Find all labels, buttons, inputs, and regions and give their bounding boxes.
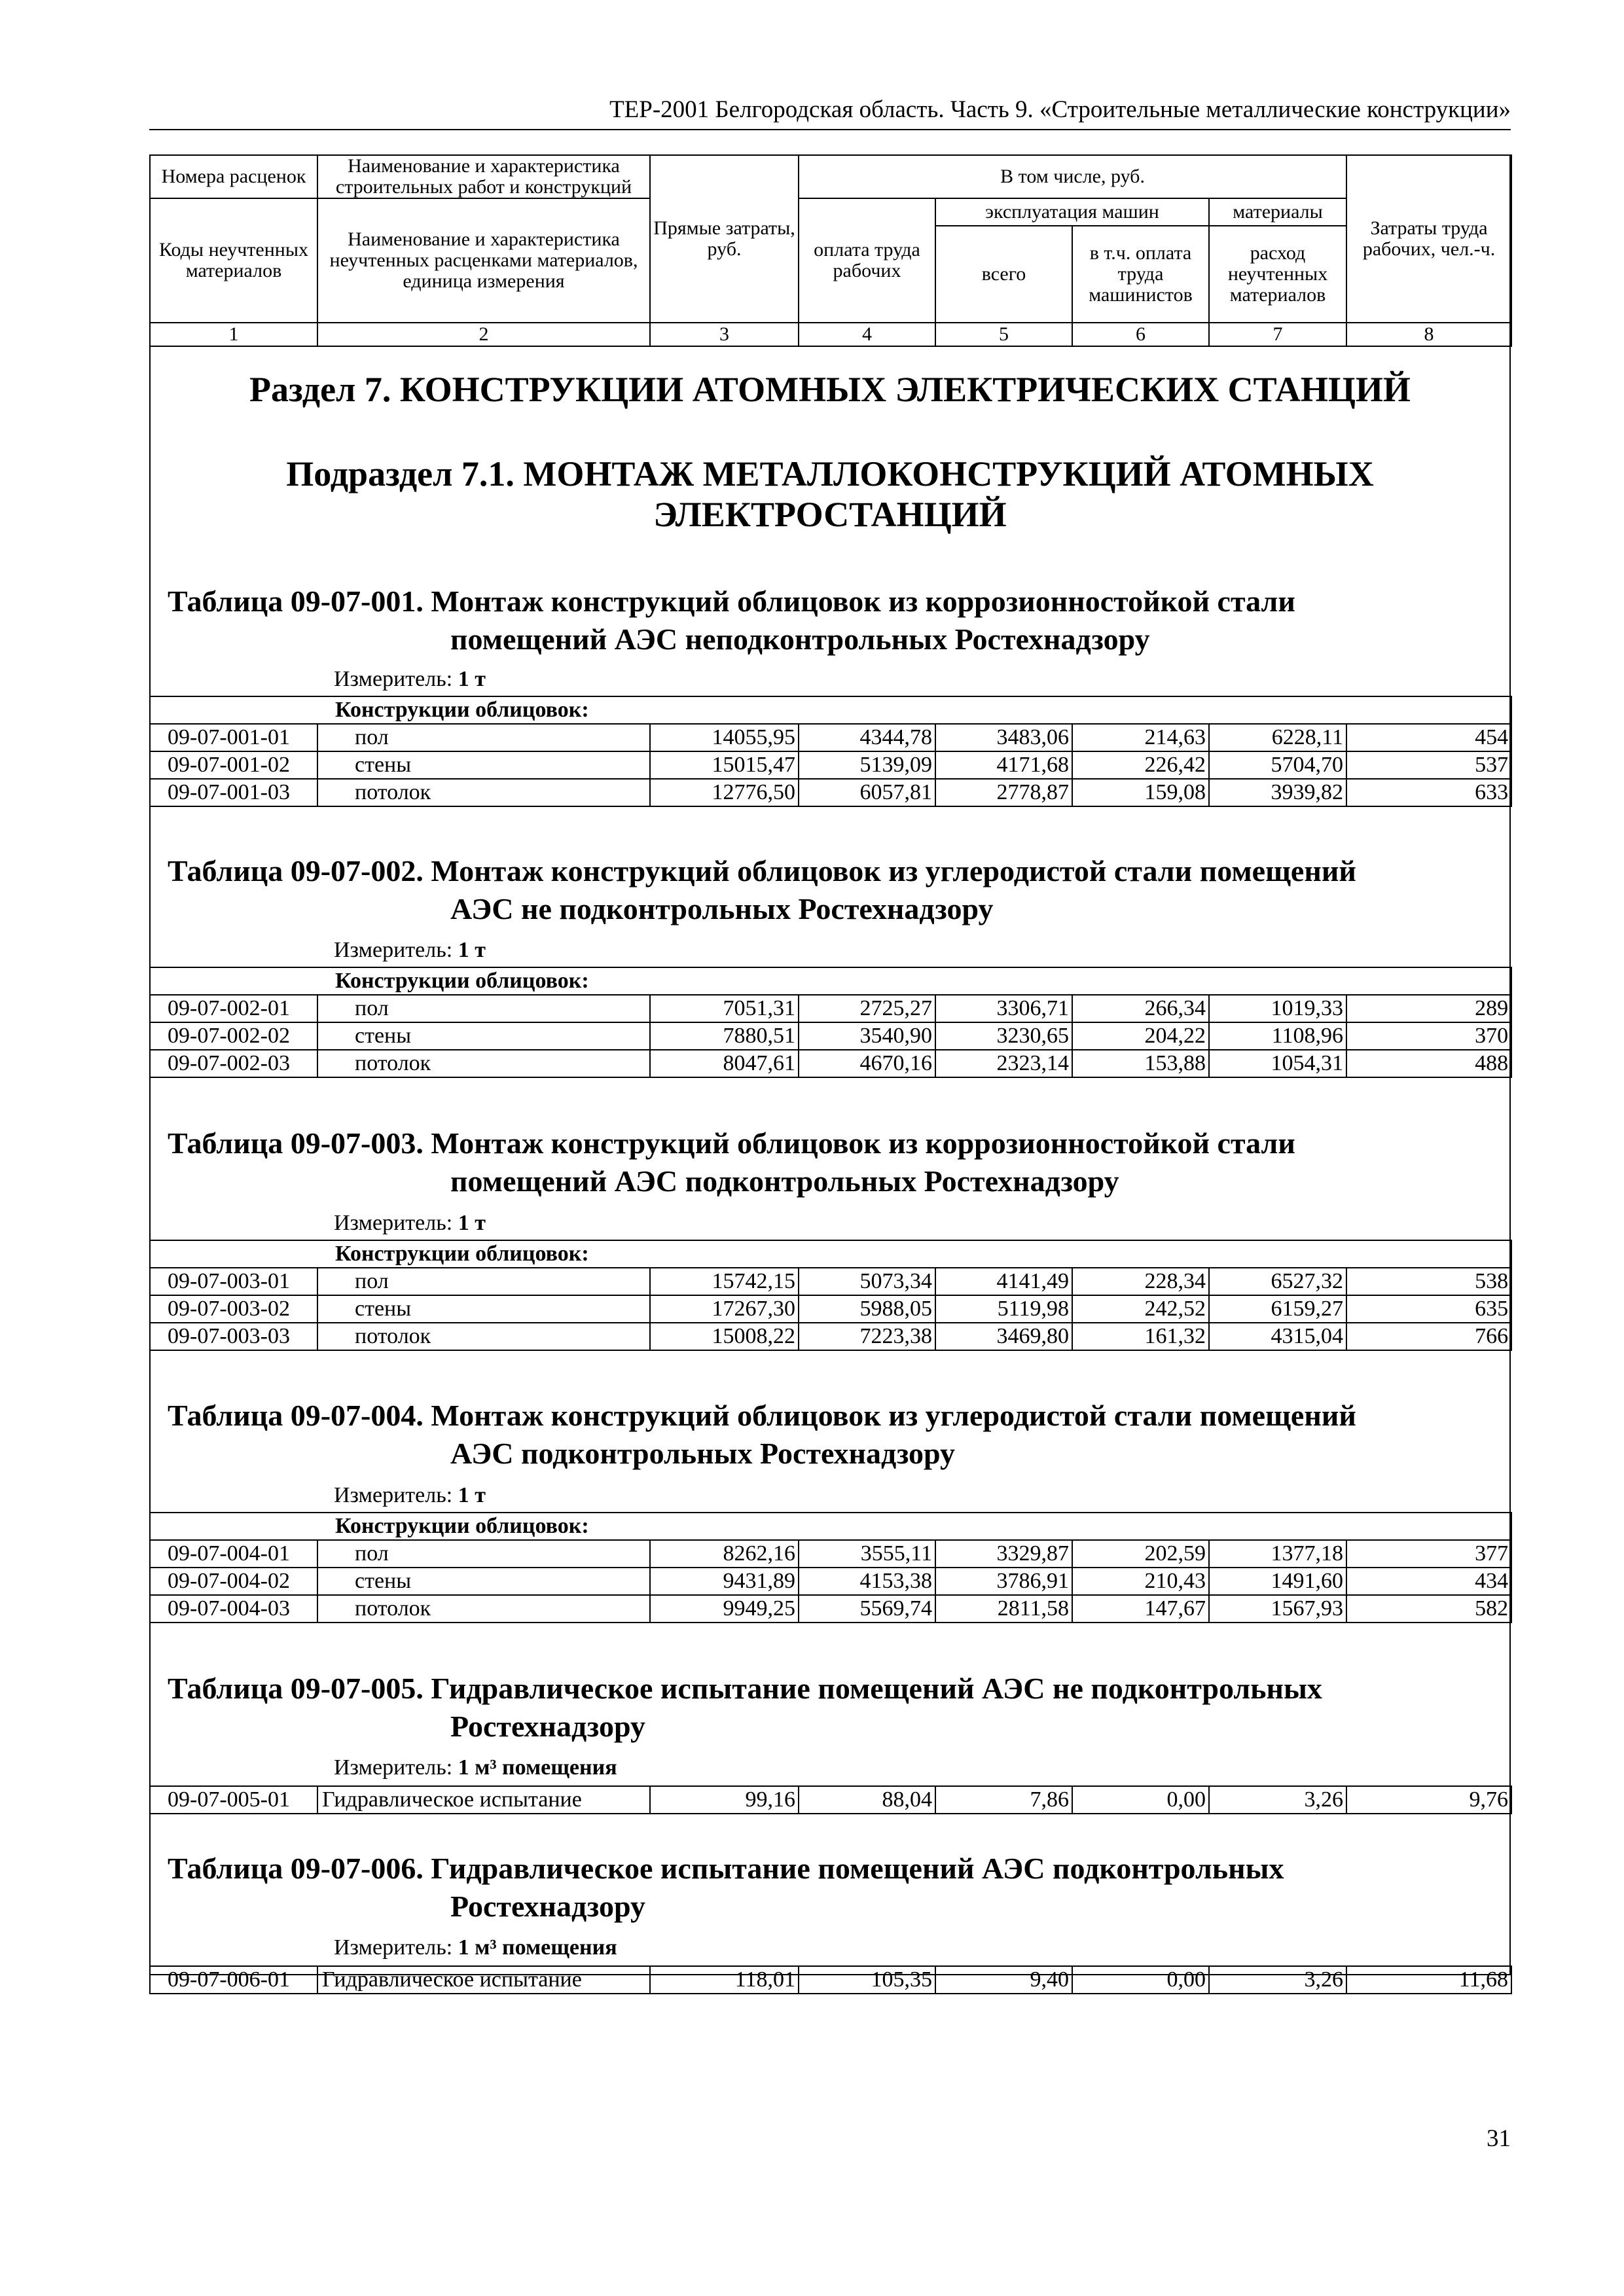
col6-header: в т.ч. оплата труда машинистов xyxy=(1072,226,1209,323)
table-title-line2: помещений АЭС неподконтрольных Ростехнадзору xyxy=(450,622,1150,656)
direct-cost: 7880,51 xyxy=(650,1022,799,1050)
labor-cost: 3540,90 xyxy=(799,1022,935,1050)
table-row xyxy=(150,1595,1511,1623)
unit-of-measure xyxy=(334,937,486,963)
labor-cost: 5569,74 xyxy=(799,1595,935,1623)
col-number-7: 7 xyxy=(1209,323,1346,346)
material-cost: 1019,33 xyxy=(1209,995,1346,1022)
labor-cost: 5139,09 xyxy=(799,751,935,779)
labor-hours: 377 xyxy=(1346,1540,1511,1568)
rate-table xyxy=(149,1512,1512,1623)
table-title-line1: Таблица 09-07-002. Монтаж конструкций облицовок из углеродистой стали помещений xyxy=(168,854,1356,888)
rate-table xyxy=(149,696,1512,807)
machine-cost: 3230,65 xyxy=(935,1022,1072,1050)
work-name: пол xyxy=(317,995,650,1022)
group-row xyxy=(150,967,1511,995)
group-label: Конструкции облицовок: xyxy=(150,967,1511,995)
col-number-1: 1 xyxy=(150,323,317,346)
table-title-line1: Таблица 09-07-003. Монтаж конструкций облицовок из коррозионностойкой стали xyxy=(168,1126,1295,1160)
direct-cost: 15015,47 xyxy=(650,751,799,779)
machine-cost: 2323,14 xyxy=(935,1050,1072,1077)
table-row xyxy=(150,751,1511,779)
subsection-title-line2: ЭЛЕКТРОСТАНЦИЙ xyxy=(653,495,1007,534)
table-title-line2: Ростехнадзору xyxy=(450,1710,645,1743)
work-name: потолок xyxy=(317,1050,650,1077)
group-label: Конструкции облицовок: xyxy=(150,696,1511,724)
material-cost: 1054,31 xyxy=(1209,1050,1346,1077)
machine-cost: 4171,68 xyxy=(935,751,1072,779)
labor-cost: 5073,34 xyxy=(799,1268,935,1295)
material-cost: 1567,93 xyxy=(1209,1595,1346,1623)
direct-cost: 8047,61 xyxy=(650,1050,799,1077)
col2-header-bottom: Наименование и характеристика неучтенных расценками материалов, единица измерения xyxy=(317,198,650,323)
labor-cost: 5988,05 xyxy=(799,1295,935,1323)
table-row xyxy=(150,1022,1511,1050)
rate-code: 09-07-004-03 xyxy=(150,1595,317,1623)
table-row xyxy=(150,1540,1511,1568)
machinist-labor-cost: 0,00 xyxy=(1072,1966,1209,1994)
material-cost: 4315,04 xyxy=(1209,1323,1346,1350)
col-number-6: 6 xyxy=(1072,323,1209,346)
unit-of-measure xyxy=(334,1210,486,1236)
subsection-title-line1: Подраздел 7.1. МОНТАЖ МЕТАЛЛОКОНСТРУКЦИЙ АТОМНЫХ xyxy=(286,454,1374,493)
machine-cost: 5119,98 xyxy=(935,1295,1072,1323)
direct-cost: 99,16 xyxy=(650,1786,799,1814)
group-row xyxy=(150,1240,1511,1268)
unit-label: Измеритель: xyxy=(334,1211,453,1235)
material-cost: 5704,70 xyxy=(1209,751,1346,779)
table-title-line2: Ростехнадзору xyxy=(450,1890,645,1923)
labor-hours: 11,68 xyxy=(1346,1966,1511,1994)
machinist-labor-cost: 161,32 xyxy=(1072,1323,1209,1350)
column-header-block xyxy=(149,154,1512,347)
work-name: стены xyxy=(317,1295,650,1323)
machinist-labor-cost: 226,42 xyxy=(1072,751,1209,779)
material-cost: 3,26 xyxy=(1209,1786,1346,1814)
col1-header-bottom: Коды неучтенных материалов xyxy=(150,198,317,323)
table-row xyxy=(150,1786,1511,1814)
materials-header: материалы xyxy=(1209,198,1346,226)
direct-cost: 12776,50 xyxy=(650,779,799,806)
col4-header: оплата труда рабочих xyxy=(799,198,935,323)
rate-table xyxy=(149,1965,1512,1994)
labor-hours: 488 xyxy=(1346,1050,1511,1077)
rate-code: 09-07-004-02 xyxy=(150,1568,317,1595)
work-name: потолок xyxy=(317,1323,650,1350)
labor-cost: 105,35 xyxy=(799,1966,935,1994)
labor-cost: 3555,11 xyxy=(799,1540,935,1568)
work-name: потолок xyxy=(317,1595,650,1623)
table-title xyxy=(168,1397,1496,1473)
material-cost: 3,26 xyxy=(1209,1966,1346,1994)
unit-value: 1 м³ помещения xyxy=(458,1755,617,1780)
machine-cost: 3786,91 xyxy=(935,1568,1072,1595)
labor-hours: 370 xyxy=(1346,1022,1511,1050)
header-rule xyxy=(149,129,1511,130)
labor-cost: 6057,81 xyxy=(799,779,935,806)
labor-hours: 454 xyxy=(1346,724,1511,751)
col-number-5: 5 xyxy=(935,323,1072,346)
work-name: Гидравлическое испытание xyxy=(317,1966,650,1994)
col-number-8: 8 xyxy=(1346,323,1511,346)
col3-header: Прямые затраты, руб. xyxy=(650,155,799,323)
unit-of-measure xyxy=(334,666,486,692)
unit-value: 1 т xyxy=(458,938,486,962)
rate-code: 09-07-002-01 xyxy=(150,995,317,1022)
rate-code: 09-07-006-01 xyxy=(150,1966,317,1994)
machine-cost: 2778,87 xyxy=(935,779,1072,806)
rate-code: 09-07-001-01 xyxy=(150,724,317,751)
table-row xyxy=(150,1568,1511,1595)
rate-code: 09-07-001-02 xyxy=(150,751,317,779)
direct-cost: 15742,15 xyxy=(650,1268,799,1295)
unit-value: 1 т xyxy=(458,667,486,691)
col7-header: расход неучтенных материалов xyxy=(1209,226,1346,323)
labor-cost: 4344,78 xyxy=(799,724,935,751)
rate-table xyxy=(149,1240,1512,1351)
machine-cost: 3329,87 xyxy=(935,1540,1072,1568)
labor-cost: 2725,27 xyxy=(799,995,935,1022)
rate-table xyxy=(149,967,1512,1078)
unit-of-measure xyxy=(334,1935,617,1961)
table-row xyxy=(150,1323,1511,1350)
table-title-line1: Таблица 09-07-004. Монтаж конструкций облицовок из углеродистой стали помещений xyxy=(168,1399,1356,1432)
table-title-line1: Таблица 09-07-005. Гидравлическое испытание помещений АЭС не подконтрольных xyxy=(168,1672,1322,1705)
col-number-2: 2 xyxy=(317,323,650,346)
table-title xyxy=(168,1124,1496,1200)
machine-cost: 3483,06 xyxy=(935,724,1072,751)
work-name: стены xyxy=(317,751,650,779)
rate-table xyxy=(149,1785,1512,1814)
group-label: Конструкции облицовок: xyxy=(150,1240,1511,1268)
unit-value: 1 т xyxy=(458,1211,486,1235)
work-name: потолок xyxy=(317,779,650,806)
material-cost: 1377,18 xyxy=(1209,1540,1346,1568)
labor-cost: 7223,38 xyxy=(799,1323,935,1350)
table-title xyxy=(168,852,1496,928)
rate-code: 09-07-005-01 xyxy=(150,1786,317,1814)
labor-hours: 537 xyxy=(1346,751,1511,779)
machinist-labor-cost: 202,59 xyxy=(1072,1540,1209,1568)
rate-code: 09-07-002-02 xyxy=(150,1022,317,1050)
group-row xyxy=(150,1513,1511,1540)
table-row xyxy=(150,1966,1511,1994)
material-cost: 1491,60 xyxy=(1209,1568,1346,1595)
direct-cost: 8262,16 xyxy=(650,1540,799,1568)
table-title-line1: Таблица 09-07-001. Монтаж конструкций облицовок из коррозионностойкой стали xyxy=(168,584,1295,618)
page-number: 31 xyxy=(1487,2125,1511,2152)
labor-hours: 635 xyxy=(1346,1295,1511,1323)
direct-cost: 14055,95 xyxy=(650,724,799,751)
unit-label: Измеритель: xyxy=(334,1935,453,1960)
labor-hours: 766 xyxy=(1346,1323,1511,1350)
machinist-labor-cost: 242,52 xyxy=(1072,1295,1209,1323)
machinist-labor-cost: 204,22 xyxy=(1072,1022,1209,1050)
table-title xyxy=(168,1850,1496,1926)
labor-hours: 289 xyxy=(1346,995,1511,1022)
machinist-labor-cost: 0,00 xyxy=(1072,1786,1209,1814)
table-title xyxy=(168,1670,1496,1746)
group-row xyxy=(150,696,1511,724)
unit-label: Измеритель: xyxy=(334,1755,453,1780)
machine-cost: 3469,80 xyxy=(935,1323,1072,1350)
unit-value: 1 м³ помещения xyxy=(458,1935,617,1960)
labor-hours: 9,76 xyxy=(1346,1786,1511,1814)
including-header: В том числе, руб. xyxy=(799,155,1346,198)
work-name: пол xyxy=(317,1540,650,1568)
machinist-labor-cost: 210,43 xyxy=(1072,1568,1209,1595)
table-row xyxy=(150,995,1511,1022)
col5-header: всего xyxy=(935,226,1072,323)
machine-cost: 3306,71 xyxy=(935,995,1072,1022)
rate-code: 09-07-001-03 xyxy=(150,779,317,806)
machine-cost: 2811,58 xyxy=(935,1595,1072,1623)
machinist-labor-cost: 153,88 xyxy=(1072,1050,1209,1077)
col1-header-top: Номера расценок xyxy=(150,155,317,198)
material-cost: 3939,82 xyxy=(1209,779,1346,806)
direct-cost: 7051,31 xyxy=(650,995,799,1022)
subsection-title xyxy=(149,454,1511,535)
machine-cost: 7,86 xyxy=(935,1786,1072,1814)
work-name: пол xyxy=(317,724,650,751)
material-cost: 6527,32 xyxy=(1209,1268,1346,1295)
labor-hours: 538 xyxy=(1346,1268,1511,1295)
col2-header-top: Наименование и характеристика строительных работ и конструкций xyxy=(317,155,650,198)
labor-hours: 582 xyxy=(1346,1595,1511,1623)
machine-cost: 4141,49 xyxy=(935,1268,1072,1295)
work-name: Гидравлическое испытание xyxy=(317,1786,650,1814)
rate-code: 09-07-002-03 xyxy=(150,1050,317,1077)
table-row xyxy=(150,1268,1511,1295)
direct-cost: 17267,30 xyxy=(650,1295,799,1323)
material-cost: 6159,27 xyxy=(1209,1295,1346,1323)
machinist-labor-cost: 228,34 xyxy=(1072,1268,1209,1295)
machinist-labor-cost: 266,34 xyxy=(1072,995,1209,1022)
rate-code: 09-07-004-01 xyxy=(150,1540,317,1568)
col-number-3: 3 xyxy=(650,323,799,346)
group-label: Конструкции облицовок: xyxy=(150,1513,1511,1540)
material-cost: 6228,11 xyxy=(1209,724,1346,751)
unit-label: Измеритель: xyxy=(334,938,453,962)
direct-cost: 9431,89 xyxy=(650,1568,799,1595)
running-header: ТЕР-2001 Белгородская область. Часть 9. «Строительные металлические конструкции» xyxy=(609,96,1511,123)
labor-cost: 88,04 xyxy=(799,1786,935,1814)
table-row xyxy=(150,1050,1511,1077)
direct-cost: 9949,25 xyxy=(650,1595,799,1623)
table-title xyxy=(168,583,1496,658)
unit-label: Измеритель: xyxy=(334,1483,453,1507)
labor-hours: 633 xyxy=(1346,779,1511,806)
table-row xyxy=(150,724,1511,751)
material-cost: 1108,96 xyxy=(1209,1022,1346,1050)
rate-code: 09-07-003-02 xyxy=(150,1295,317,1323)
col-number-4: 4 xyxy=(799,323,935,346)
table-title-line1: Таблица 09-07-006. Гидравлическое испытание помещений АЭС подконтрольных xyxy=(168,1852,1284,1885)
machines-header: эксплуатация машин xyxy=(935,198,1209,226)
labor-cost: 4670,16 xyxy=(799,1050,935,1077)
machinist-labor-cost: 147,67 xyxy=(1072,1595,1209,1623)
unit-of-measure xyxy=(334,1482,486,1509)
labor-hours: 434 xyxy=(1346,1568,1511,1595)
work-name: пол xyxy=(317,1268,650,1295)
table-row xyxy=(150,779,1511,806)
direct-cost: 15008,22 xyxy=(650,1323,799,1350)
work-name: стены xyxy=(317,1568,650,1595)
col8-header: Затраты труда рабочих, чел.-ч. xyxy=(1346,155,1511,323)
section-title: Раздел 7. КОНСТРУКЦИИ АТОМНЫХ ЭЛЕКТРИЧЕСКИХ СТАНЦИЙ xyxy=(249,370,1411,409)
machinist-labor-cost: 214,63 xyxy=(1072,724,1209,751)
rate-code: 09-07-003-01 xyxy=(150,1268,317,1295)
work-name: стены xyxy=(317,1022,650,1050)
unit-label: Измеритель: xyxy=(334,667,453,691)
table-title-line2: АЭС подконтрольных Ростехнадзору xyxy=(450,1437,956,1470)
table-row xyxy=(150,1295,1511,1323)
unit-value: 1 т xyxy=(458,1483,486,1507)
machine-cost: 9,40 xyxy=(935,1966,1072,1994)
table-title-line2: помещений АЭС подконтрольных Ростехнадзору xyxy=(450,1164,1119,1198)
rate-code: 09-07-003-03 xyxy=(150,1323,317,1350)
direct-cost: 118,01 xyxy=(650,1966,799,1994)
machinist-labor-cost: 159,08 xyxy=(1072,779,1209,806)
unit-of-measure xyxy=(334,1755,617,1781)
labor-cost: 4153,38 xyxy=(799,1568,935,1595)
table-title-line2: АЭС не подконтрольных Ростехнадзору xyxy=(450,892,994,925)
